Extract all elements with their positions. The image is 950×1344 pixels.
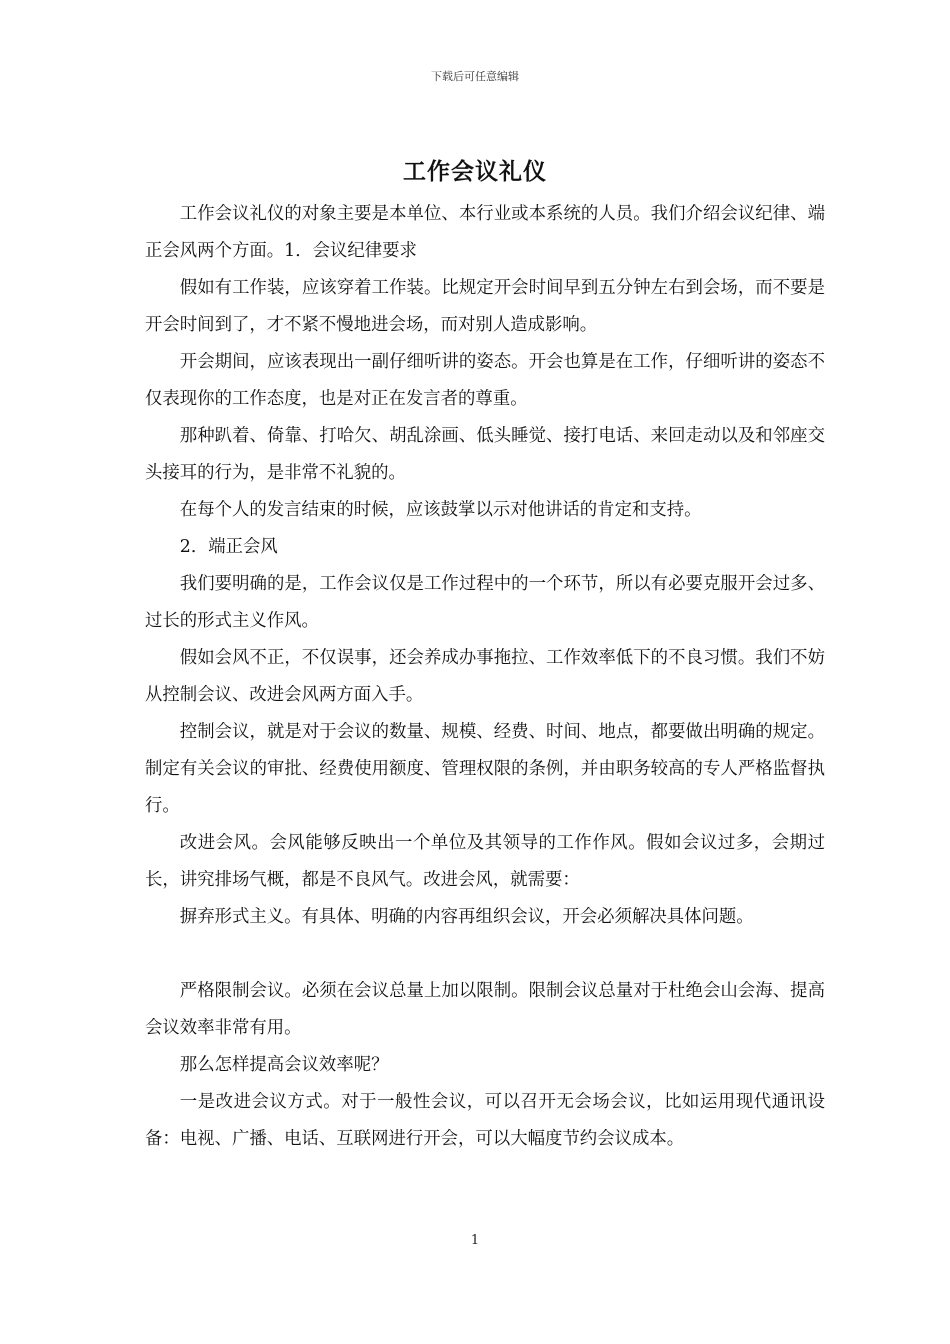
paragraph: 控制会议，就是对于会议的数量、规模、经费、时间、地点，都要做出明确的规定。制定有关会议的审批、经费使用额度、管理权限的条例，并由职务较高的专人严格监督执行。 (145, 722, 825, 816)
section-heading: 2．端正会风 (179, 537, 278, 557)
paragraph: 严格限制会议。必须在会议总量上加以限制。限制会议总量对于杜绝会山会海、提高会议效率非常有用。 (145, 981, 825, 1038)
paragraph: 那种趴着、倚靠、打哈欠、胡乱涂画、低头睡觉、接打电话、来回走动以及和邻座交头接耳的行为，是非常不礼貌的。 (145, 426, 825, 483)
paragraph: 改进会风。会风能够反映出一个单位及其领导的工作作风。假如会议过多，会期过长，讲究排场气概，都是不良风气。改进会风，就需要： (145, 833, 825, 890)
paragraph: 假如会风不正，不仅误事，还会养成办事拖拉、工作效率低下的不良习惯。我们不妨从控制会议、改进会风两方面入手。 (145, 648, 825, 705)
document-title: 工作会议礼仪 (403, 159, 547, 185)
paragraph: 假如有工作装，应该穿着工作装。比规定开会时间早到五分钟左右到会场，而不要是开会时间到了，才不紧不慢地进会场，而对别人造成影响。 (145, 278, 825, 335)
paragraph: 开会期间，应该表现出一副仔细听讲的姿态。开会也算是在工作，仔细听讲的姿态不仅表现你的工作态度，也是对正在发言者的尊重。 (145, 352, 825, 409)
paragraph: 那么怎样提高会议效率呢？ (179, 1055, 389, 1075)
paragraph: 一是改进会议方式。对于一般性会议，可以召开无会场会议，比如运用现代通讯设备：电视、广播、电话、互联网进行开会，可以大幅度节约会议成本。 (145, 1092, 825, 1149)
page-number: 1 (470, 1233, 480, 1248)
paragraph: 工作会议礼仪的对象主要是本单位、本行业或本系统的人员。我们介绍会议纪律、端正会风两个方面。1．会议纪律要求 (145, 204, 825, 261)
page-header-note: 下载后可任意编辑 (431, 70, 519, 83)
paragraph: 我们要明确的是，工作会议仅是工作过程中的一个环节，所以有必要克服开会过多、过长的形式主义作风。 (145, 574, 825, 631)
paragraph: 摒弃形式主义。有具体、明确的内容再组织会议，开会必须解决具体问题。 (179, 907, 754, 927)
paragraph: 在每个人的发言结束的时候，应该鼓掌以示对他讲话的肯定和支持。 (179, 500, 702, 520)
document-body (145, 196, 825, 1158)
